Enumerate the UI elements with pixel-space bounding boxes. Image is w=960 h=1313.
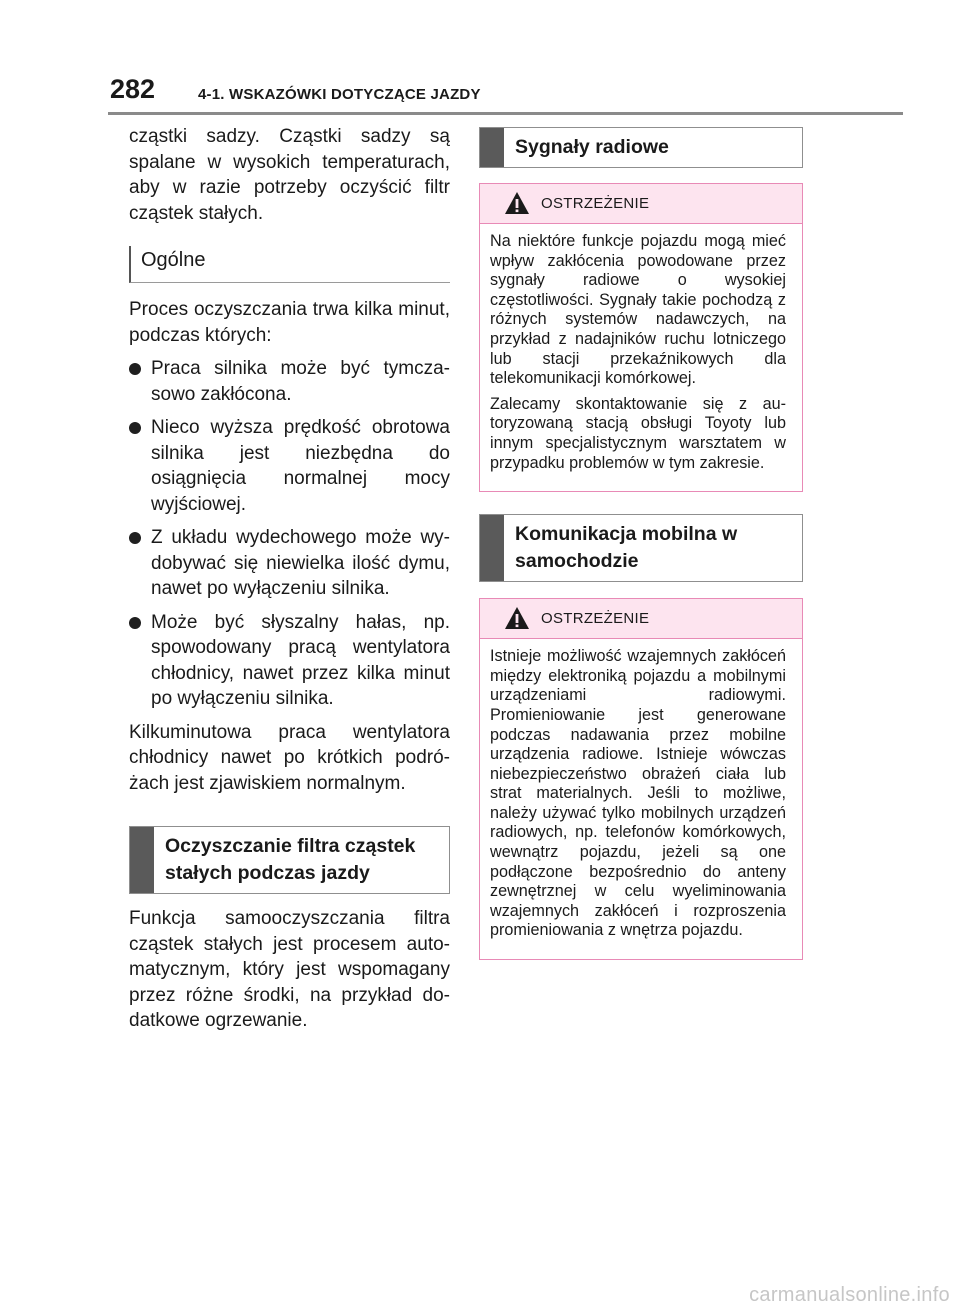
warning-header [480,599,802,639]
warning-triangle-icon [504,191,530,215]
warning-box-mobile [479,598,803,960]
warning-header [480,184,802,224]
warning-triangle-icon [504,606,530,630]
warning-body [480,224,802,491]
chapter-title: 4-1. WSKAZÓWKI DOTYCZĄCE JAZDY [198,86,481,103]
section-heading-filter-cleaning [129,826,450,894]
warning-paragraph: Istnieje możliwość wzajemnych zakłóceń między elektroniką pojazdu a mobilnymi urządzeniami radiowymi. Promieniowanie jest generowane podczas nadawania przez mobilne urządzenia radiowe. Istnieje wówczas niebezpieczeństwo obrażeń ciała lub strat materialnych. Jeśli to możliwe, należy używać tylko mobilnych urządzeń radiowych, np. telefonów komórkowych, wewnątrz pojazdu, jeżeli są one podłączone bezpośrednio do anteny zewnętrznej w celu wyeliminowania wzajemnych zakłóceń i rozproszenia promieniowania z wnętrza pojazdu. [490,647,786,940]
page-number: 282 [110,74,156,104]
section-title: Sygnały radiowe [515,136,669,158]
list-item [129,610,450,712]
subheading-label: Ogólne [141,249,206,271]
list-item-text: Z układu wydechowego może wydobywać się niewielka ilość dymu, nawet po wyłączeniu silnika. [151,527,450,599]
list-item [129,415,450,517]
warning-title: OSTRZEŻENIE [541,610,650,628]
list-item-text: Może być słyszalny hałas, np. spowodowany pracą wentylatora chłodnicy, nawet przez kilka minut po wyłączeniu silnika. [151,611,450,709]
warning-box-radio [479,183,803,492]
bullet-dot-icon [129,532,141,544]
process-paragraph: Proces oczyszczania trwa kilka minut, podczas których: [129,299,450,346]
self-cleaning-paragraph: Funkcja samooczyszczania filtra cząstek stałych jest procesem automatycznym, który jest wspomagany przez różne środki, na przykład dodatkowe ogrzewanie. [129,908,450,1031]
fan-paragraph: Kilkuminutowa praca wentylatora chłodnicy nawet po krótkich podróżach jest zjawiskiem normalnym. [129,721,450,794]
watermark: carmanualsonline.info [749,1284,950,1306]
warning-body [480,639,802,959]
intro-paragraph: cząstki sadzy. Cząstki sadzy są spalane w wysokich temperaturach, aby w razie potrzeby oczyścić filtr cząstek stałych. [129,126,450,224]
left-column [129,124,450,1034]
bullet-dot-icon [129,617,141,629]
list-item [129,356,450,407]
subheading-general [129,246,450,283]
section-bar [130,827,154,893]
list-item [129,525,450,602]
section-heading-mobile-communication [479,514,803,582]
section-bar [480,128,504,167]
bullet-dot-icon [129,422,141,434]
warning-title: OSTRZEŻENIE [541,195,650,212]
section-title: Komunikacja mobilna w samochodzie [515,523,738,573]
section-title: Oczyszczanie filtra cząstek stałych podczas jazdy [165,835,416,884]
header-divider [108,112,903,115]
list-item-text: Praca silnika może być tymczasowo zakłócona. [151,358,450,405]
list-item-text: Nieco wyższa prędkość obrotowa silnika jest niezbędna do osiągnięcia normalnej mocy wyjściowej. [151,417,450,515]
section-bar [480,515,504,581]
page-header [0,0,960,120]
right-column [479,127,803,960]
bullet-dot-icon [129,363,141,375]
warning-paragraph: Na niektóre funkcje pojazdu mogą mieć wpływ zakłócenia powodowane przez sygnały radiowe o wysokiej częstotliwości. Sygnały takie pochodzą z różnych systemów nadawczych, na przykład z nadajników ruchu lotniczego lub stacji przekaźnikowych dla telekomunikacji komórkowej. [490,232,786,388]
warning-paragraph: Zalecamy skontaktowanie się z autoryzowaną stacją obsługi Toyoty lub innym specjalistycznym warsztatem w przypadku problemów w tym zakresie. [490,394,786,472]
bullet-list [129,356,450,712]
section-heading-radio-signals [479,127,803,168]
